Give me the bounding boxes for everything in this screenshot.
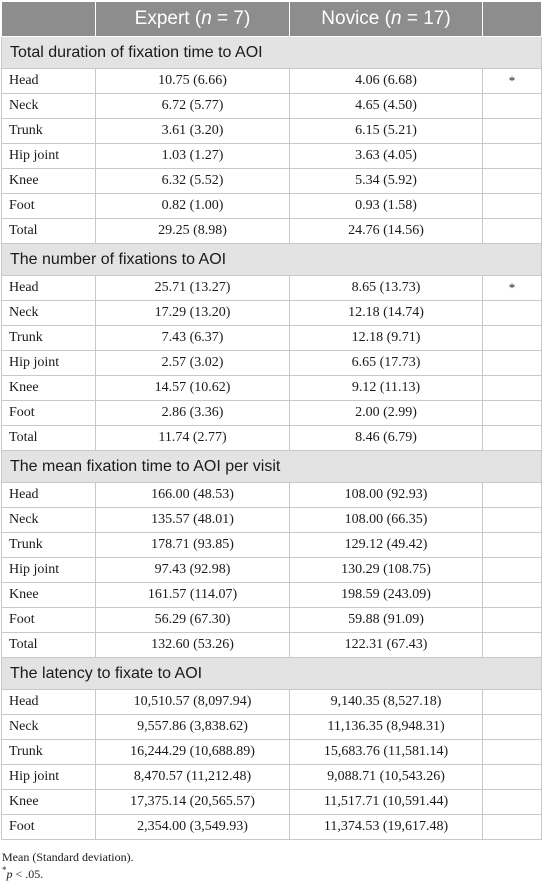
- expert-value: 3.61 (3.20): [96, 119, 290, 144]
- novice-value: 11,374.53 (19,617.48): [290, 815, 483, 840]
- novice-value: 6.65 (17.73): [290, 351, 483, 376]
- expert-value: 6.32 (5.52): [96, 169, 290, 194]
- novice-value: 9.12 (11.13): [290, 376, 483, 401]
- expert-value: 135.57 (48.01): [96, 508, 290, 533]
- expert-value: 97.43 (92.98): [96, 558, 290, 583]
- novice-value: 6.15 (5.21): [290, 119, 483, 144]
- section-header-row: [2, 658, 542, 690]
- row-label: Knee: [2, 790, 96, 815]
- row-label: Foot: [2, 401, 96, 426]
- table-notes: [2, 849, 134, 883]
- table-row: [2, 301, 542, 326]
- section-title: The latency to fixate to AOI: [2, 658, 542, 690]
- expert-value: 178.71 (93.85): [96, 533, 290, 558]
- row-label: Hip joint: [2, 558, 96, 583]
- significance-marker: [483, 119, 542, 144]
- significance-marker: [483, 558, 542, 583]
- row-label: Neck: [2, 508, 96, 533]
- table-row: [2, 715, 542, 740]
- novice-value: 129.12 (49.42): [290, 533, 483, 558]
- table-row: [2, 169, 542, 194]
- novice-value: 8.65 (13.73): [290, 276, 483, 301]
- significance-marker: [483, 401, 542, 426]
- row-label: Foot: [2, 194, 96, 219]
- novice-value: 11,517.71 (10,591.44): [290, 790, 483, 815]
- expert-value: 2.57 (3.02): [96, 351, 290, 376]
- section-header-row: [2, 37, 542, 69]
- significance-marker: [483, 815, 542, 840]
- table-row: [2, 608, 542, 633]
- expert-value: 29.25 (8.98): [96, 219, 290, 244]
- significance-marker: [483, 633, 542, 658]
- row-label: Total: [2, 633, 96, 658]
- row-label: Foot: [2, 815, 96, 840]
- significance-marker: [483, 169, 542, 194]
- expert-value: 14.57 (10.62): [96, 376, 290, 401]
- novice-value: 108.00 (66.35): [290, 508, 483, 533]
- significance-marker: [483, 194, 542, 219]
- significance-marker: [483, 94, 542, 119]
- table-row: [2, 194, 542, 219]
- expert-value: 8,470.57 (11,212.48): [96, 765, 290, 790]
- novice-value: 5.34 (5.92): [290, 169, 483, 194]
- expert-value: 17,375.14 (20,565.57): [96, 790, 290, 815]
- header-expert: Expert (n = 7): [96, 2, 290, 37]
- novice-value: 3.63 (4.05): [290, 144, 483, 169]
- expert-value: 25.71 (13.27): [96, 276, 290, 301]
- significance-marker: [483, 790, 542, 815]
- row-label: Total: [2, 219, 96, 244]
- expert-value: 166.00 (48.53): [96, 483, 290, 508]
- significance-marker: [483, 426, 542, 451]
- significance-marker: [483, 765, 542, 790]
- section-title: Total duration of fixation time to AOI: [2, 37, 542, 69]
- results-table: [1, 1, 542, 840]
- row-label: Trunk: [2, 740, 96, 765]
- header-novice: Novice (n = 17): [290, 2, 483, 37]
- table-row: [2, 533, 542, 558]
- row-label: Head: [2, 276, 96, 301]
- row-label: Head: [2, 483, 96, 508]
- novice-value: 12.18 (9.71): [290, 326, 483, 351]
- row-label: Knee: [2, 376, 96, 401]
- section-title: The number of fixations to AOI: [2, 244, 542, 276]
- row-label: Neck: [2, 94, 96, 119]
- row-label: Head: [2, 690, 96, 715]
- table-row: [2, 326, 542, 351]
- expert-value: 11.74 (2.77): [96, 426, 290, 451]
- table-row: [2, 119, 542, 144]
- table-row: [2, 426, 542, 451]
- row-label: Neck: [2, 301, 96, 326]
- table-row: [2, 740, 542, 765]
- table-row: [2, 815, 542, 840]
- table-row: [2, 94, 542, 119]
- expert-value: 10,510.57 (8,097.94): [96, 690, 290, 715]
- novice-value: 4.65 (4.50): [290, 94, 483, 119]
- novice-value: 12.18 (14.74): [290, 301, 483, 326]
- expert-value: 56.29 (67.30): [96, 608, 290, 633]
- novice-value: 9,088.71 (10,543.26): [290, 765, 483, 790]
- expert-value: 161.57 (114.07): [96, 583, 290, 608]
- row-label: Trunk: [2, 119, 96, 144]
- significance-marker: *: [483, 276, 542, 301]
- novice-value: 4.06 (6.68): [290, 69, 483, 94]
- row-label: Knee: [2, 583, 96, 608]
- expert-value: 132.60 (53.26): [96, 633, 290, 658]
- significance-marker: [483, 483, 542, 508]
- novice-value: 24.76 (14.56): [290, 219, 483, 244]
- expert-value: 9,557.86 (3,838.62): [96, 715, 290, 740]
- significance-marker: [483, 690, 542, 715]
- significance-marker: *: [483, 69, 542, 94]
- table-row: [2, 633, 542, 658]
- row-label: Trunk: [2, 326, 96, 351]
- section-header-row: [2, 451, 542, 483]
- significance-marker: [483, 715, 542, 740]
- expert-value: 2.86 (3.36): [96, 401, 290, 426]
- table-row: [2, 508, 542, 533]
- expert-value: 6.72 (5.77): [96, 94, 290, 119]
- novice-value: 8.46 (6.79): [290, 426, 483, 451]
- novice-value: 9,140.35 (8,527.18): [290, 690, 483, 715]
- table-row: [2, 690, 542, 715]
- table-row: [2, 401, 542, 426]
- significance-marker: [483, 301, 542, 326]
- expert-value: 0.82 (1.00): [96, 194, 290, 219]
- table-row: [2, 376, 542, 401]
- significance-marker: [483, 740, 542, 765]
- table-row: [2, 219, 542, 244]
- significance-marker: [483, 533, 542, 558]
- table-row: [2, 583, 542, 608]
- section-title: The mean fixation time to AOI per visit: [2, 451, 542, 483]
- row-label: Knee: [2, 169, 96, 194]
- table-row: [2, 765, 542, 790]
- significance-marker: [483, 351, 542, 376]
- table-header-row: [2, 2, 542, 37]
- novice-value: 59.88 (91.09): [290, 608, 483, 633]
- row-label: Total: [2, 426, 96, 451]
- significance-marker: [483, 376, 542, 401]
- table-row: [2, 351, 542, 376]
- row-label: Hip joint: [2, 765, 96, 790]
- note-significance: *p < .05.: [2, 865, 44, 881]
- section-header-row: [2, 244, 542, 276]
- novice-value: 0.93 (1.58): [290, 194, 483, 219]
- table-row: [2, 483, 542, 508]
- expert-value: 1.03 (1.27): [96, 144, 290, 169]
- novice-value: 122.31 (67.43): [290, 633, 483, 658]
- table-row: [2, 144, 542, 169]
- table-row: [2, 276, 542, 301]
- significance-marker: [483, 508, 542, 533]
- significance-marker: [483, 144, 542, 169]
- table-row: [2, 790, 542, 815]
- row-label: Foot: [2, 608, 96, 633]
- expert-value: 7.43 (6.37): [96, 326, 290, 351]
- note-mean-sd: Mean (Standard deviation).: [2, 850, 134, 864]
- row-label: Hip joint: [2, 144, 96, 169]
- significance-marker: [483, 583, 542, 608]
- significance-marker: [483, 608, 542, 633]
- header-blank-cell: [2, 2, 96, 37]
- novice-value: 108.00 (92.93): [290, 483, 483, 508]
- novice-value: 2.00 (2.99): [290, 401, 483, 426]
- novice-value: 11,136.35 (8,948.31): [290, 715, 483, 740]
- expert-value: 2,354.00 (3,549.93): [96, 815, 290, 840]
- expert-value: 17.29 (13.20): [96, 301, 290, 326]
- table-body: [2, 37, 542, 840]
- significance-marker: [483, 219, 542, 244]
- novice-value: 130.29 (108.75): [290, 558, 483, 583]
- expert-value: 16,244.29 (10,688.89): [96, 740, 290, 765]
- row-label: Hip joint: [2, 351, 96, 376]
- row-label: Head: [2, 69, 96, 94]
- novice-value: 198.59 (243.09): [290, 583, 483, 608]
- expert-value: 10.75 (6.66): [96, 69, 290, 94]
- row-label: Trunk: [2, 533, 96, 558]
- row-label: Neck: [2, 715, 96, 740]
- table-row: [2, 69, 542, 94]
- significance-marker: [483, 326, 542, 351]
- header-sig-cell: [483, 2, 542, 37]
- table-row: [2, 558, 542, 583]
- novice-value: 15,683.76 (11,581.14): [290, 740, 483, 765]
